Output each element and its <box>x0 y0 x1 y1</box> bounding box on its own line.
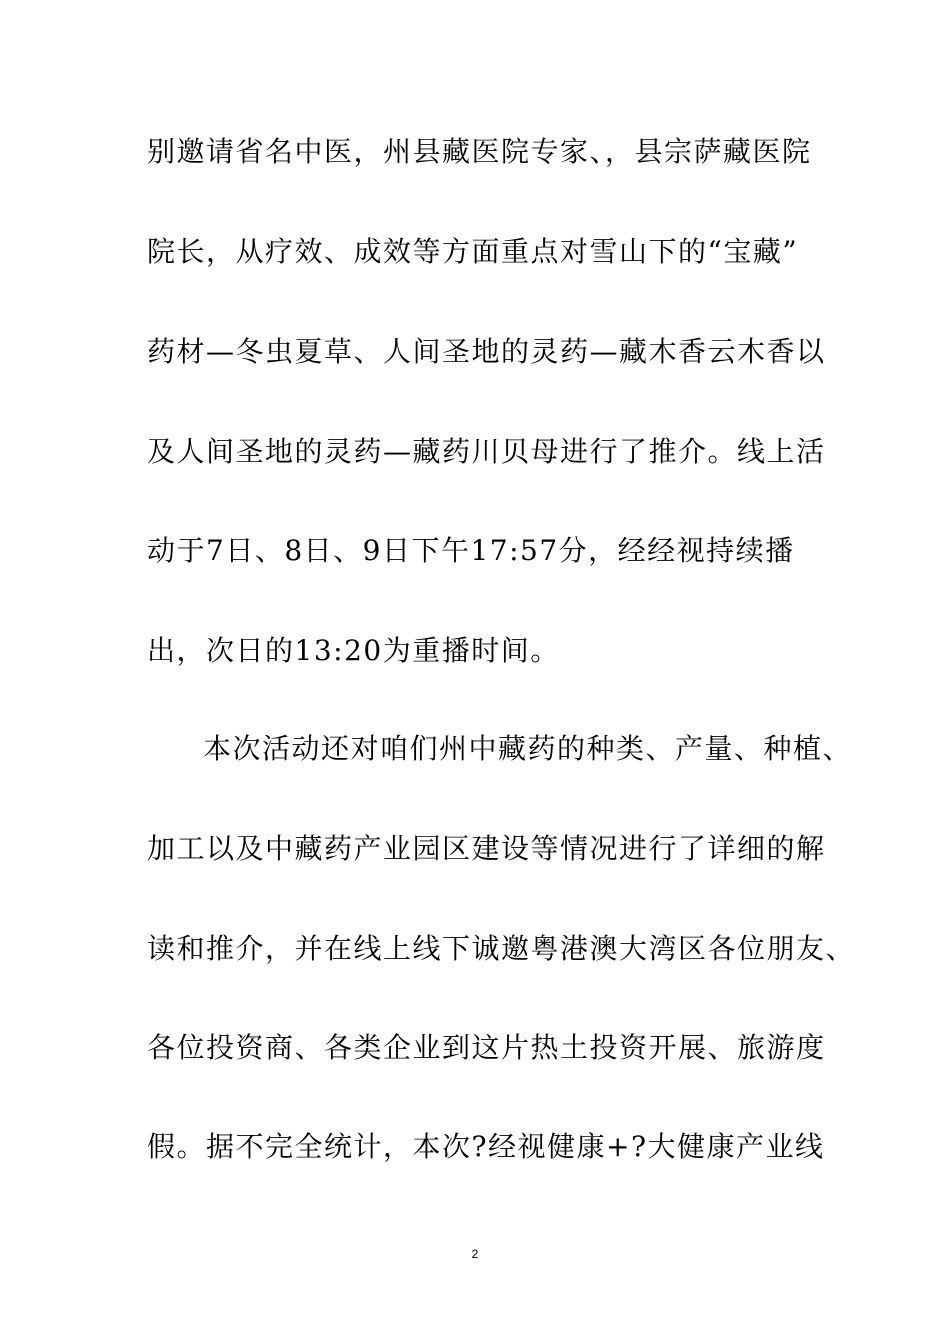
paragraph-line: 出，次日的13:20为重播时间。 <box>147 634 560 667</box>
paragraph-line: 加工以及中藏药产业园区建设等情况进行了详细的解 <box>147 832 826 865</box>
paragraph-line: 本次活动还对咱们州中藏药的种类、产量、种植、 <box>203 732 853 765</box>
page-number: 2 <box>471 1247 479 1261</box>
paragraph-line: 假。据不完全统计，本次?经视健康+?大健康产业线 <box>147 1130 825 1163</box>
paragraph-line: 及人间圣地的灵药—藏药川贝母进行了推介。线上活 <box>147 435 826 468</box>
paragraph-line: 动于7日、8日、9日下午17:57分，经经视持续播 <box>147 534 795 567</box>
paragraph-line: 各位投资商、各类企业到这片热土投资开展、旅游度 <box>147 1031 826 1064</box>
paragraph-line: 药材—冬虫夏草、人间圣地的灵药—藏木香云木香以 <box>147 335 826 368</box>
paragraph-line: 院长，从疗效、成效等方面重点对雪山下的“宝藏” <box>147 235 799 268</box>
paragraph-line: 读和推介，并在线上线下诚邀粤港澳大湾区各位朋友、 <box>147 932 856 965</box>
paragraph-line: 别邀请省名中医，州县藏医院专家、，县宗萨藏医院 <box>147 135 812 168</box>
